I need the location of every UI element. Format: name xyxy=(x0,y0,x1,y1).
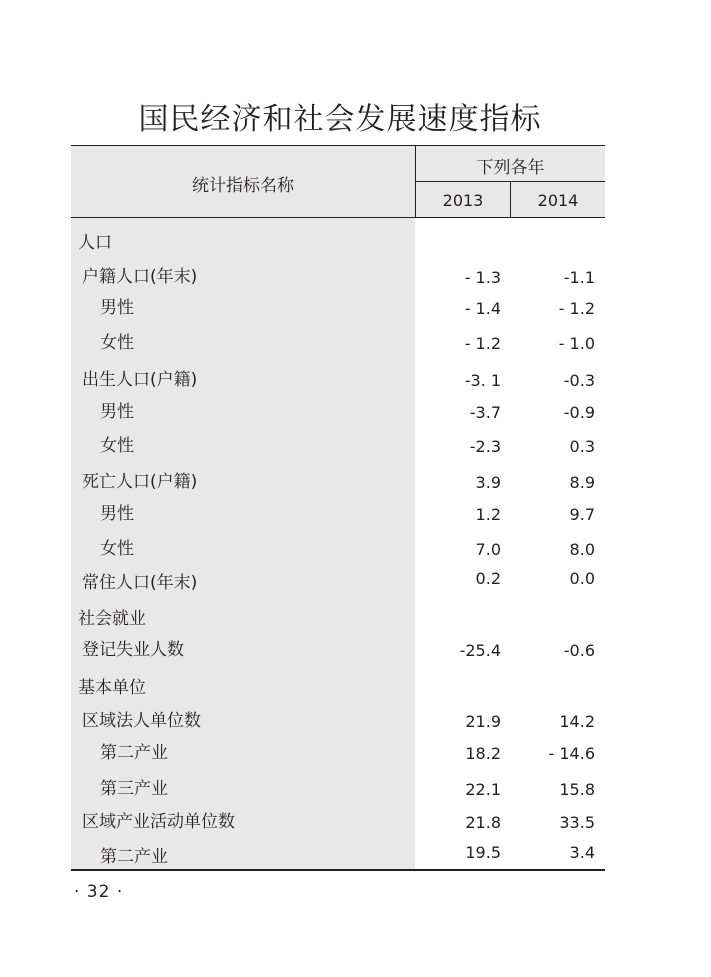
row-label: 第二产业 xyxy=(100,743,168,763)
row-label: 常住人口(年末) xyxy=(82,573,198,593)
table-row xyxy=(71,842,605,868)
column-header-year-group: 下列各年 xyxy=(476,158,545,178)
page-title: 国民经济和社会发展速度指标 xyxy=(138,102,542,137)
table-row xyxy=(71,293,605,319)
table-row xyxy=(71,262,605,288)
row-label: 第三产业 xyxy=(100,779,168,799)
value-2014: 15.8 xyxy=(559,780,595,799)
row-label: 基本单位 xyxy=(78,678,146,698)
value-2013: -2.3 xyxy=(469,437,501,456)
value-2014: 33.5 xyxy=(559,813,595,832)
table-row xyxy=(71,534,605,560)
table-row xyxy=(71,568,605,594)
value-2013: - 1.3 xyxy=(464,268,501,287)
row-label: 第二产业 xyxy=(100,847,168,867)
column-header-year-2013: 2013 xyxy=(442,191,484,210)
table-bottom-rule xyxy=(71,869,605,871)
row-label: 死亡人口(户籍) xyxy=(82,472,198,492)
value-2013: 21.9 xyxy=(465,712,501,731)
value-2014: -0.3 xyxy=(563,371,595,390)
column-header-year-2014: 2014 xyxy=(537,191,579,210)
table-row xyxy=(71,807,605,833)
table-row xyxy=(71,467,605,493)
value-2013: 19.5 xyxy=(465,843,501,862)
row-label: 女性 xyxy=(100,436,134,456)
row-label: 出生人口(户籍) xyxy=(82,370,198,390)
value-2014: -0.6 xyxy=(563,641,595,660)
value-2014: 3.4 xyxy=(569,843,595,862)
table-row xyxy=(71,604,605,630)
value-2014: - 14.6 xyxy=(548,744,595,763)
value-2013: - 1.2 xyxy=(464,334,501,353)
value-2013: -3.7 xyxy=(469,403,501,422)
table-row xyxy=(71,738,605,764)
column-header-indicator-name: 统计指标名称 xyxy=(192,176,294,196)
value-2014: -0.9 xyxy=(563,403,595,422)
table-row xyxy=(71,706,605,732)
value-2014: 0.3 xyxy=(569,437,595,456)
value-2013: -25.4 xyxy=(459,641,501,660)
row-label: 人口 xyxy=(78,233,112,253)
value-2013: -3. 1 xyxy=(464,371,501,390)
row-label: 区域产业活动单位数 xyxy=(82,812,235,832)
row-label: 男性 xyxy=(100,402,134,422)
value-2013: 3.9 xyxy=(475,473,501,492)
table-top-rule xyxy=(71,145,605,146)
row-label: 社会就业 xyxy=(78,609,146,629)
value-2014: - 1.0 xyxy=(558,334,595,353)
value-2014: - 1.2 xyxy=(558,299,595,318)
table-row xyxy=(71,365,605,391)
page-number: · 32 · xyxy=(74,882,124,902)
table-header-rule xyxy=(71,217,605,218)
table-row xyxy=(71,431,605,457)
value-2013: 7.0 xyxy=(475,540,501,559)
row-label: 登记失业人数 xyxy=(82,640,184,660)
value-2013: 1.2 xyxy=(475,505,501,524)
value-2013: 18.2 xyxy=(465,744,501,763)
value-2014: 14.2 xyxy=(559,712,595,731)
value-2013: 22.1 xyxy=(465,780,501,799)
table-row xyxy=(71,673,605,699)
indicator-table xyxy=(71,145,605,871)
value-2014: -1.1 xyxy=(563,268,595,287)
row-label: 男性 xyxy=(100,298,134,318)
value-2013: 0.2 xyxy=(475,569,501,588)
row-label: 女性 xyxy=(100,539,134,559)
row-label: 户籍人口(年末) xyxy=(82,267,198,287)
table-row xyxy=(71,774,605,800)
table-row xyxy=(71,499,605,525)
row-label: 男性 xyxy=(100,504,134,524)
table-row xyxy=(71,328,605,354)
value-2013: 21.8 xyxy=(465,813,501,832)
table-row xyxy=(71,635,605,661)
value-2014: 9.7 xyxy=(569,505,595,524)
value-2014: 8.9 xyxy=(569,473,595,492)
table-row xyxy=(71,397,605,423)
value-2014: 8.0 xyxy=(569,540,595,559)
value-2014: 0.0 xyxy=(569,569,595,588)
row-label: 区域法人单位数 xyxy=(82,711,201,731)
table-row xyxy=(71,228,605,254)
row-label: 女性 xyxy=(100,333,134,353)
value-2013: - 1.4 xyxy=(464,299,501,318)
